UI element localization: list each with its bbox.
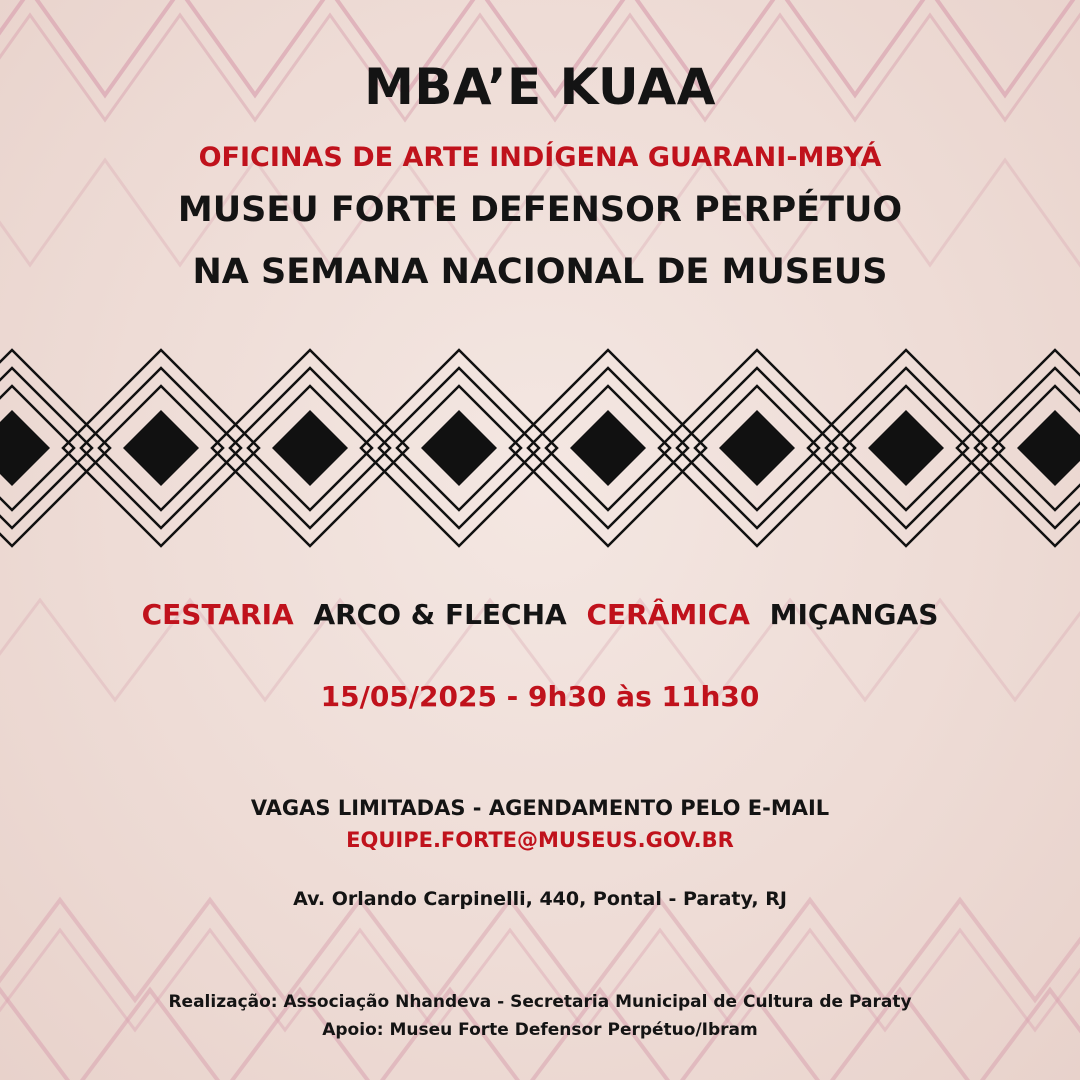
museum-name: MUSEU FORTE DEFENSOR PERPÉTUO — [177, 190, 903, 230]
workshop-arco-flecha: ARCO & FLECHA — [313, 598, 567, 631]
credits-realizacao: Realização: Associação Nhandeva - Secretaria Municipal de Cultura de Paraty — [168, 992, 912, 1012]
event-address: Av. Orlando Carpinelli, 440, Pontal - Paraty, RJ — [293, 888, 787, 910]
event-title: MBA’E KUAA — [364, 58, 716, 116]
workshop-ceramica: CERÂMICA — [586, 598, 750, 631]
workshop-micangas: MIÇANGAS — [769, 598, 939, 631]
diamond-motif — [0, 350, 110, 546]
booking-email: EQUIPE.FORTE@MUSEUS.GOV.BR — [346, 828, 734, 852]
event-subtitle: OFICINAS DE ARTE INDÍGENA GUARANI-MBYÁ — [198, 142, 882, 173]
workshop-list — [0, 598, 1080, 631]
credits-apoio: Apoio: Museu Forte Defensor Perpétuo/Ibram — [322, 1020, 758, 1040]
workshop-cestaria: CESTARIA — [141, 598, 294, 631]
booking-info: VAGAS LIMITADAS - AGENDAMENTO PELO E-MAIL — [250, 796, 830, 820]
event-datetime: 15/05/2025 - 9h30 às 11h30 — [320, 680, 760, 713]
event-week: NA SEMANA NACIONAL DE MUSEUS — [192, 252, 888, 292]
diamond-motif — [957, 350, 1080, 546]
